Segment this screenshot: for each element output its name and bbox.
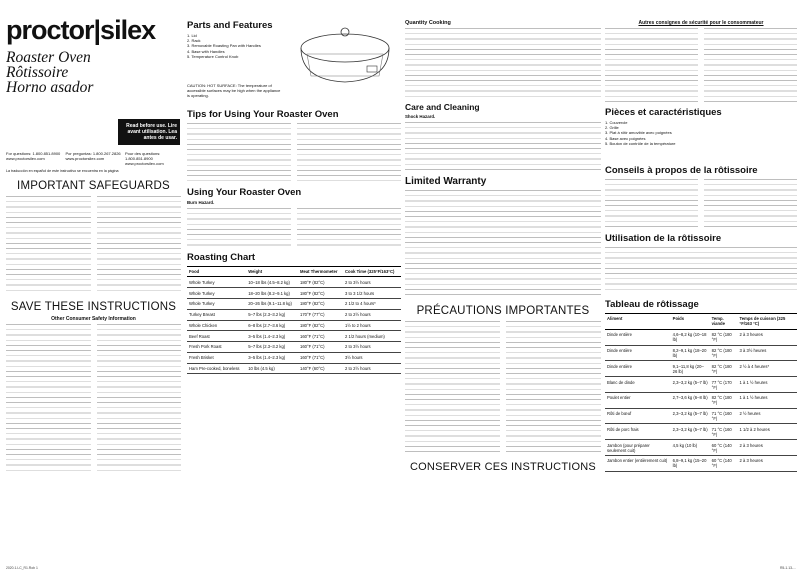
table-cell: 77 °C (170 °F) <box>710 377 738 393</box>
fr-tips-text-2 <box>704 178 797 228</box>
contact-row <box>6 151 181 166</box>
table-cell: Rôti de bœuf <box>605 408 671 424</box>
table-cell: Blanc de dinde <box>605 377 671 393</box>
table-cell: 4,6–8,2 kg (10–18 lb) <box>671 329 710 345</box>
fr-table-header: Temps de cuisson (325 °F/163 °C) <box>738 314 797 330</box>
table-cell: 82 °C (180 °F) <box>710 361 738 377</box>
fr-using-text <box>605 246 797 294</box>
fr-tips-title: Conseils à propos de la rôtissoire <box>605 165 758 177</box>
table-row <box>605 361 797 377</box>
contact-en: For questions: 1.800.851.8900 www.proctorsilex.com <box>6 151 61 161</box>
table-cell: 82 °C (180 °F) <box>710 392 738 408</box>
table-row <box>605 456 797 472</box>
table-cell: 2,7–3,6 kg (6–8 lb) <box>671 392 710 408</box>
table-cell: 2 à 3 heures <box>738 329 797 345</box>
other-safety-text-2 <box>97 323 182 473</box>
table-cell: Dinde entière <box>605 345 671 361</box>
table-cell: Whole Turkey <box>187 277 246 288</box>
table-row <box>187 277 401 288</box>
fr-parts-title: Pièces et caractéristiques <box>605 107 722 118</box>
brand-logo: proctor|silex <box>6 15 156 45</box>
table-row <box>605 424 797 440</box>
tips-text <box>187 122 291 182</box>
table-cell: 1 1/2 à 2 heures <box>738 424 797 440</box>
other-safety-text <box>6 323 91 473</box>
table-cell: 2 to 3½ hours <box>343 342 401 353</box>
tips-title: Tips for Using Your Roaster Oven <box>187 108 339 120</box>
table-cell: 5–7 lbs (2.3–3.2 kg) <box>246 309 298 320</box>
table-cell: 82 °C (180 °F) <box>710 329 738 345</box>
safeguards-text-2 <box>97 195 182 295</box>
table-cell: 140°F (60°C) <box>298 363 343 374</box>
fr-table-header: Aliment <box>605 314 671 330</box>
table-cell: 2 to 2½ hours <box>343 309 401 320</box>
table-cell: 20–26 lbs (9.1–11.8 kg) <box>246 298 298 309</box>
warranty-title: Limited Warranty <box>405 176 487 187</box>
read-before-use-box: Read before use. Lire avant utilisation. Lea antes de usar. <box>118 119 180 145</box>
table-header: Food <box>187 266 246 277</box>
table-row <box>187 352 401 363</box>
parts-item: 4. Base with Handles <box>187 48 225 54</box>
column-4 <box>605 0 797 573</box>
safeguards-body <box>6 195 181 295</box>
table-cell: 5–7 lbs (2.3–3.2 kg) <box>246 342 298 353</box>
table-cell: Rôti de porc frais <box>605 424 671 440</box>
fr-tips-body <box>605 178 797 228</box>
table-cell: 3–5 lbs (1.4–2.3 kg) <box>246 331 298 342</box>
table-header: Meat Thermometer <box>298 266 343 277</box>
footer-left: 2020.1.LC_R1.Rob 1 <box>6 566 38 570</box>
table-cell: 160°F (71°C) <box>298 352 343 363</box>
parts-item: 2. Rack <box>187 38 201 44</box>
table-cell: Whole Chicken <box>187 320 246 331</box>
column-1 <box>6 0 181 573</box>
table-cell: 2 to 3½ hours <box>343 277 401 288</box>
table-cell: Poulet entier <box>605 392 671 408</box>
burn-hazard-warning: Burn Hazard. <box>187 199 215 205</box>
table-cell: 2 to 2½ hours <box>343 363 401 374</box>
table-cell: 1 à 1 ½ heures <box>738 377 797 393</box>
roaster-illustration <box>287 18 397 98</box>
care-text <box>405 121 601 171</box>
table-row <box>605 392 797 408</box>
table-cell: Beef Roast <box>187 331 246 342</box>
table-row <box>605 377 797 393</box>
using-body <box>187 207 401 247</box>
table-row <box>605 408 797 424</box>
table-cell: Whole Turkey <box>187 288 246 299</box>
table-cell: 8,2–9,1 kg (18–20 lb) <box>671 345 710 361</box>
table-cell: 60 °C (140 °F) <box>710 456 738 472</box>
fr-safety-text <box>605 27 698 102</box>
save-title: SAVE THESE INSTRUCTIONS <box>10 301 177 313</box>
table-cell: 2 à 3 heures <box>738 440 797 456</box>
title-es: Horno asador <box>6 79 94 96</box>
fr-parts-item: 4. Base avec poignées <box>605 135 646 141</box>
fr-table-header: Temp. viande <box>710 314 738 330</box>
tips-body <box>187 122 401 182</box>
fr-parts-item: 3. Plat à rôtir amovible avec poignées <box>605 130 672 136</box>
table-row <box>187 288 401 299</box>
tips-text-2 <box>297 122 401 182</box>
using-text-2 <box>297 207 401 247</box>
table-cell: Jambon (pour préparer seulement cuit) <box>605 440 671 456</box>
safeguards-text <box>6 195 91 295</box>
table-cell: Turkey Breast <box>187 309 246 320</box>
fr-roasting-table <box>605 313 797 472</box>
table-cell: Ham Pre-cooked, boneless <box>187 363 246 374</box>
table-row <box>187 320 401 331</box>
parts-item: 5. Temperature Control Knob <box>187 53 239 59</box>
table-cell: 2,3–3,2 kg (5–7 lb) <box>671 377 710 393</box>
table-cell: 2,3–3,2 kg (5–7 lb) <box>671 408 710 424</box>
table-cell: 160°F (71°C) <box>298 331 343 342</box>
using-title: Using Your Roaster Oven <box>187 186 302 198</box>
roasting-chart-table <box>187 266 401 375</box>
using-text <box>187 207 291 247</box>
precautions-title: PRÉCAUTIONS IMPORTANTES <box>416 305 590 317</box>
table-cell: 2 ½ à 4 heures* <box>738 361 797 377</box>
table-cell: 180°F (82°C) <box>298 320 343 331</box>
table-cell: 2 à 3 heures <box>738 456 797 472</box>
roasting-chart-title: Roasting Chart <box>187 251 256 263</box>
fr-safety-text-2 <box>704 27 797 102</box>
warranty-text <box>405 189 601 299</box>
table-cell: Whole Turkey <box>187 298 246 309</box>
fr-parts-list <box>605 120 695 146</box>
fr-tips-text <box>605 178 698 228</box>
table-cell: 2 1/2 hours (medium) <box>343 331 401 342</box>
table-cell: 160°F (71°C) <box>298 342 343 353</box>
column-2 <box>187 0 401 573</box>
table-cell: Fresh Pork Roast <box>187 342 246 353</box>
table-cell: 6,8–9,1 kg (15–20 lb) <box>671 456 710 472</box>
table-cell: Jambon entier (entièrement cuit) <box>605 456 671 472</box>
table-cell: Dinde entière <box>605 329 671 345</box>
fr-parts-item: 2. Grille <box>605 125 619 131</box>
table-row <box>605 345 797 361</box>
table-row <box>187 298 401 309</box>
safeguards-title: IMPORTANT SAFEGUARDS <box>17 180 170 192</box>
table-cell: Fresh Brisket <box>187 352 246 363</box>
column-3 <box>405 0 601 573</box>
precautions-text <box>405 320 500 455</box>
table-cell: 180°F (82°C) <box>298 277 343 288</box>
table-row <box>187 342 401 353</box>
table-cell: 3 to 3 1/2 hours <box>343 288 401 299</box>
table-row <box>605 440 797 456</box>
table-cell: Dinde entière <box>605 361 671 377</box>
table-cell: 1 à 1 ½ heures <box>738 392 797 408</box>
table-cell: 2 ½ heures <box>738 408 797 424</box>
parts-item: 1. Lid <box>187 33 197 38</box>
fr-parts-item: 1. Couvercle <box>605 120 628 125</box>
table-row <box>605 329 797 345</box>
parts-list <box>187 33 277 59</box>
table-cell: 6–8 lbs (2.7–3.6 kg) <box>246 320 298 331</box>
table-row <box>187 331 401 342</box>
fr-spacer <box>605 146 797 160</box>
caution-hot-surface: CAUTION: HOT SURFACE: The temperature of accessible surfaces may be high when the appliance is operating. <box>187 83 281 99</box>
shock-hazard-warning: Shock Hazard. <box>405 114 436 119</box>
quantity-text <box>405 27 601 97</box>
parts-item: 3. Removable Roasting Pan with Handles <box>187 43 261 49</box>
table-row <box>187 363 401 374</box>
table-cell: 3–5 lbs (1.4–2.3 kg) <box>246 352 298 363</box>
table-cell: 2 1/2 to 4 hours* <box>343 298 401 309</box>
table-cell: 82 °C (180 °F) <box>710 345 738 361</box>
fr-table-title: Tableau de rôtissage <box>605 299 699 311</box>
table-cell: 180°F (82°C) <box>298 298 343 309</box>
table-cell: 180°F (82°C) <box>298 288 343 299</box>
title-block <box>6 50 181 95</box>
fr-using-title: Utilisation de la rôtissoire <box>605 233 722 245</box>
conserver-title: CONSERVER CES INSTRUCTIONS <box>410 461 596 473</box>
table-cell: 2,3–3,2 kg (5–7 lb) <box>671 424 710 440</box>
disclaimer: La traducción en español de este instructivo se encuentra en la página <box>6 169 119 173</box>
table-cell: 10–18 lbs (4.5–8.2 kg) <box>246 277 298 288</box>
table-row <box>187 309 401 320</box>
other-safety-body <box>6 323 181 473</box>
table-cell: 10 lbs (4.5 kg) <box>246 363 298 374</box>
fr-safety-title: Autres consignes de sécurité pour le consommateur <box>638 20 764 26</box>
title-fr: Rôtissoire <box>6 64 69 81</box>
other-safety-title: Other Consumer Safety Information <box>51 316 136 322</box>
table-cell: 4,5 kg (10 lb) <box>671 440 710 456</box>
title-en: Roaster Oven <box>6 49 91 66</box>
fr-safety-body <box>605 27 797 102</box>
table-header: Cook Time (325°F/163°C) <box>343 266 401 277</box>
table-cell: 3 à 3½ heures <box>738 345 797 361</box>
table-cell: 170°F (77°C) <box>298 309 343 320</box>
contact-fr: Pour des questions: 1.800.851.8900 www.proctorsilex.com <box>125 151 164 166</box>
precautions-text-2 <box>506 320 601 455</box>
footer-right: R5-1.13-... <box>779 566 796 570</box>
table-cell: 1½ to 2 hours <box>343 320 401 331</box>
table-header: Weight <box>246 266 298 277</box>
parts-title: Parts and Features <box>187 20 273 31</box>
table-cell: 71 °C (160 °F) <box>710 408 738 424</box>
table-cell: 18–20 lbs (8.2–9.1 kg) <box>246 288 298 299</box>
table-cell: 9,1–11,8 kg (20–26 lb) <box>671 361 710 377</box>
table-cell: 60 °C (140 °F) <box>710 440 738 456</box>
contact-es: Por preguntas: 1.800.267.2826 www.proctorsilex.com <box>65 151 121 161</box>
table-cell: 71 °C (160 °F) <box>710 424 738 440</box>
precautions-body <box>405 320 601 455</box>
table-cell: 3½ hours <box>343 352 401 363</box>
fr-table-header: Poids <box>671 314 710 330</box>
care-title: Care and Cleaning <box>405 102 480 112</box>
fr-parts-item: 5. Bouton de contrôle de la température <box>605 140 676 146</box>
quantity-title: Quantity Cooking <box>405 20 451 26</box>
